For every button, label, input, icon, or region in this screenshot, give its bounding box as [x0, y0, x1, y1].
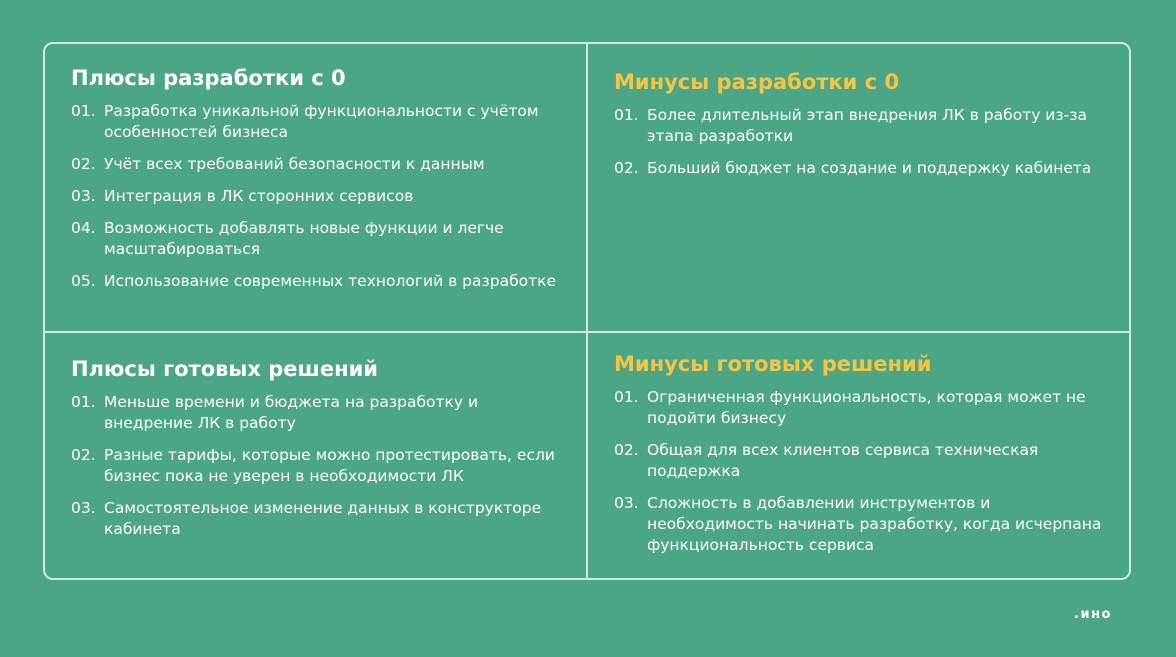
item-list	[614, 105, 1103, 179]
item-text: Учёт всех требований безопасности к данным	[104, 155, 485, 173]
item-list	[614, 387, 1103, 556]
item-list	[71, 392, 560, 540]
quadrant-ready-cons	[588, 333, 1129, 578]
quadrant-title: Минусы готовых решений	[614, 352, 932, 376]
item-text: Разные тарифы, которые можно протестировать, если бизнес пока не уверен в необходимости ЛК	[104, 446, 555, 485]
item-number: 01.	[71, 102, 96, 120]
quadrant-dev-pros	[45, 44, 588, 333]
item-text: Общая для всех клиентов сервиса техническая поддержка	[647, 441, 1039, 480]
list-item	[71, 445, 560, 487]
quadrant-title: Плюсы готовых решений	[71, 357, 379, 381]
list-item	[614, 387, 1103, 429]
list-item	[71, 271, 560, 292]
item-text: Ограниченная функциональность, которая может не подойти бизнесу	[647, 388, 1086, 427]
list-item	[71, 218, 560, 260]
item-text: Использование современных технологий в разработке	[104, 272, 557, 290]
item-text: Самостоятельное изменение данных в конструкторе кабинета	[104, 499, 542, 538]
item-number: 03.	[71, 499, 96, 517]
list-item	[71, 101, 560, 143]
comparison-grid	[43, 42, 1131, 580]
quadrant-title: Минусы разработки с 0	[614, 70, 900, 94]
item-number: 04.	[71, 219, 96, 237]
item-number: 03.	[71, 187, 96, 205]
quadrant-dev-cons	[588, 44, 1129, 333]
item-number: 02.	[614, 159, 639, 177]
list-item	[71, 186, 560, 207]
item-number: 02.	[71, 446, 96, 464]
list-item	[71, 154, 560, 175]
list-item	[614, 158, 1103, 179]
item-text: Сложность в добавлении инструментов и необходимость начинать разработку, когда исчерпана функциональность сервиса	[647, 494, 1102, 554]
item-number: 01.	[614, 388, 639, 406]
item-text: Больший бюджет на создание и поддержку кабинета	[647, 159, 1092, 177]
item-list	[71, 101, 560, 292]
item-number: 05.	[71, 272, 96, 290]
brand-logo: .ино	[1074, 607, 1112, 622]
item-text: Меньше времени и бюджета на разработку и внедрение ЛК в работу	[104, 393, 479, 432]
item-text: Разработка уникальной функциональности с учётом особенностей бизнеса	[104, 102, 539, 141]
list-item	[614, 105, 1103, 147]
item-number: 01.	[71, 393, 96, 411]
item-text: Возможность добавлять новые функции и легче масштабироваться	[104, 219, 504, 258]
quadrant-ready-pros	[45, 333, 588, 578]
item-number: 02.	[71, 155, 96, 173]
list-item	[71, 498, 560, 540]
list-item	[614, 440, 1103, 482]
item-number: 03.	[614, 494, 639, 512]
item-text: Интеграция в ЛК сторонних сервисов	[104, 187, 414, 205]
item-number: 01.	[614, 106, 639, 124]
list-item	[614, 493, 1103, 556]
quadrant-title: Плюсы разработки с 0	[71, 66, 346, 90]
item-number: 02.	[614, 441, 639, 459]
list-item	[71, 392, 560, 434]
item-text: Более длительный этап внедрения ЛК в работу из-за этапа разработки	[647, 106, 1087, 145]
